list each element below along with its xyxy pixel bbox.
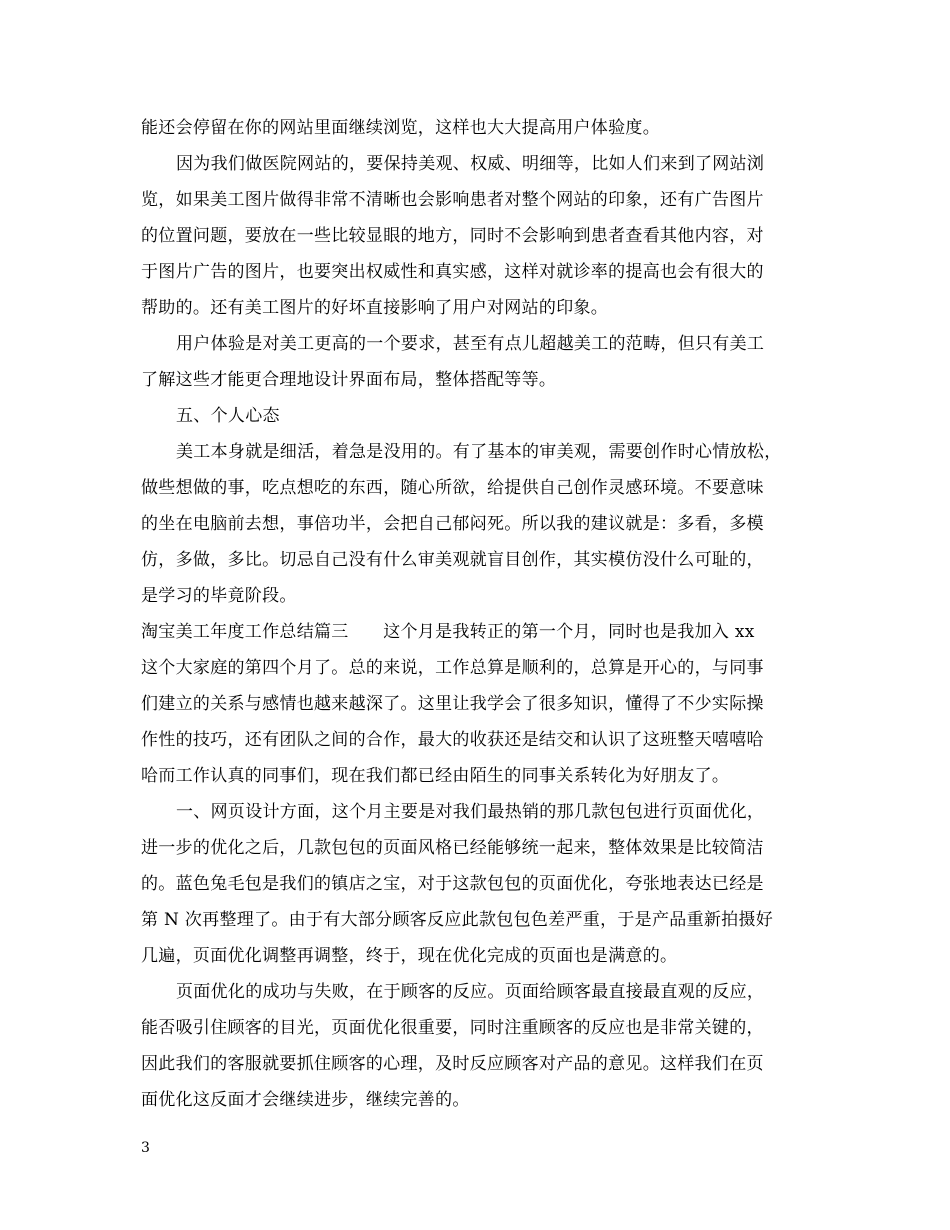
text-line: 能否吸引住顾客的目光，页面优化很重要，同时注重顾客的反应也是非常关键的，	[141, 1018, 764, 1038]
text-line: 面优化这反面才会继续进步，继续完善的。	[141, 1090, 470, 1110]
paragraph-start-line: 页面优化的成功与失败，在于顾客的反应。页面给顾客最直接最直观的反应，	[176, 982, 765, 1002]
paragraph-start-line: 用户体验是对美工更高的一个要求，甚至有点儿超越美工的范畴，但只有美工	[176, 334, 765, 354]
text-line: 是学习的毕竟阶段。	[141, 586, 297, 606]
text-line: 的位置问题，要放在一些比较显眼的地方，同时不会影响到患者查看其他内容，对	[141, 226, 764, 246]
text-line: 做些想做的事，吃点想吃的东西，随心所欲，给提供自己创作灵感环境。不要意味	[141, 478, 764, 498]
text-line: 能还会停留在你的网站里面继续浏览，这样也大大提高用户体验度。	[141, 118, 660, 138]
text-line: 几遍，页面优化调整再调整，终于，现在优化完成的页面也是满意的。	[141, 946, 678, 966]
text-line: 进一步的优化之后，几款包包的页面风格已经能够统一起来，整体效果是比较简洁	[141, 838, 764, 858]
text-line: 们建立的关系与感情也越来越深了。这里让我学会了很多知识，懂得了不少实际操	[141, 694, 764, 714]
text-line: 的坐在电脑前去想，事倍功半，会把自己郁闷死。所以我的建议就是：多看，多模	[141, 514, 764, 534]
text-line: 哈而工作认真的同事们，现在我们都已经由陌生的同事关系转化为好朋友了。	[141, 766, 730, 786]
text-line: 第 N 次再整理了。由于有大部分顾客反应此款包包色差严重，于是产品重新拍摄好	[141, 910, 774, 930]
text-line: 的。蓝色兔毛包是我们的镇店之宝，对于这款包包的页面优化，夸张地表达已经是	[141, 874, 764, 894]
text-line: 仿，多做，多比。切忌自己没有什么审美观就盲目创作，其实模仿没什么可耻的，	[141, 550, 764, 570]
text-line: 览，如果美工图片做得非常不清晰也会影响患者对整个网站的印象，还有广告图片	[141, 190, 764, 210]
paragraph-start-line: 一、网页设计方面，这个月主要是对我们最热销的那几款包包进行页面优化，	[176, 802, 765, 822]
paragraph-start-line: 美工本身就是细活，着急是没用的。有了基本的审美观，需要创作时心情放松，	[176, 442, 782, 462]
text-line: 于图片广告的图片，也要突出权威性和真实感，这样对就诊率的提高也会有很大的	[141, 262, 764, 282]
page-number: 3	[141, 1140, 150, 1156]
text-line: 这个大家庭的第四个月了。总的来说，工作总算是顺利的，总算是开心的，与同事	[141, 658, 764, 678]
text-line: 作性的技巧，还有团队之间的合作，最大的收获还是结交和认识了这班整天嘻嘻哈	[141, 730, 764, 750]
text-line: 帮助的。还有美工图片的好坏直接影响了用户对网站的印象。	[141, 298, 609, 318]
text-line: 了解这些才能更合理地设计界面布局，整体搭配等等。	[141, 370, 557, 390]
article-title-line: 淘宝美工年度工作总结篇三 这个月是我转正的第一个月，同时也是我加入 xx	[141, 622, 755, 642]
paragraph-start-line: 因为我们做医院网站的，要保持美观、权威、明细等，比如人们来到了网站浏	[176, 154, 765, 174]
text-line: 因此我们的客服就要抓住顾客的心理，及时反应顾客对产品的意见。这样我们在页	[141, 1054, 764, 1074]
section-heading: 五、个人心态	[176, 406, 280, 426]
